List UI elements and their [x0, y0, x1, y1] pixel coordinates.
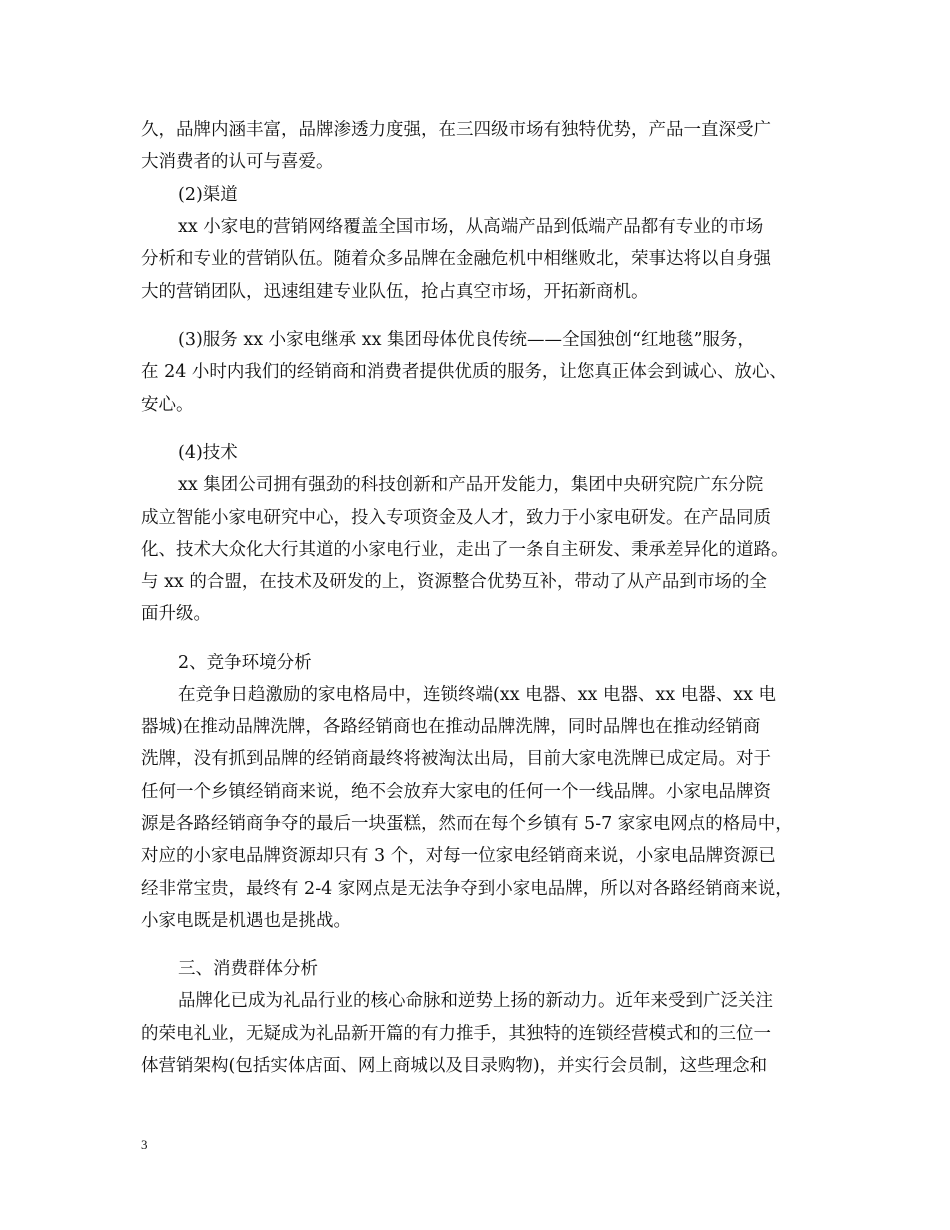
text-line-content: 化、技术大众化大行其道的小家电行业，走出了一条自主研发、秉承差异化的道路。	[141, 540, 789, 560]
text-line-content: 源是各路经销商争夺的最后一块蛋糕，然而在每个乡镇有 5-7 家家电网点的格局中，	[141, 814, 793, 834]
text-line-content: 小家电既是机遇也是挑战。	[141, 911, 351, 931]
text-line	[0, 356, 950, 388]
text-line	[0, 502, 950, 534]
section-heading	[0, 647, 950, 679]
section-heading	[0, 179, 950, 211]
text-line-content: 在 24 小时内我们的经销商和消费者提供优质的服务，让您真正体会到诚心、放心、	[141, 362, 787, 382]
text-line-content: 分析和专业的营销队伍。随着众多品牌在金融危机中相继败北，荣事达将以自身强	[141, 249, 771, 269]
text-line-content: 久，品牌内涵丰富，品牌渗透力度强，在三四级市场有独特优势，产品一直深受广	[141, 120, 771, 140]
text-line	[0, 146, 950, 178]
text-line-content: (3)服务 xx 小家电继承 xx 集团母体优良传统——全国独创“红地毯”服务，	[178, 330, 755, 350]
text-line	[0, 711, 950, 743]
section-heading-text: (2)渠道	[178, 185, 238, 205]
text-line-content: 对应的小家电品牌资源却只有 3 个，对每一位家电经销商来说，小家电品牌资源已	[141, 846, 776, 866]
text-line	[0, 324, 950, 356]
text-line-content: 大消费者的认可与喜爱。	[141, 152, 334, 172]
section-heading	[0, 953, 950, 985]
text-line	[0, 808, 950, 840]
text-line	[0, 840, 950, 872]
text-line-content: 大的营销团队，迅速组建专业队伍，抢占真空市场，开拓新商机。	[141, 282, 649, 302]
text-line-content: 器城)在推动品牌洗牌，各路经销商也在推动品牌洗牌，同时品牌也在推动经销商	[141, 717, 761, 737]
text-line	[0, 1050, 950, 1082]
text-line	[0, 679, 950, 711]
text-line	[0, 776, 950, 808]
section-heading-text: (4)技术	[178, 443, 238, 463]
page-number: 3	[141, 1137, 148, 1152]
text-line	[0, 534, 950, 566]
text-line-content: 面升级。	[141, 604, 211, 624]
text-line-content: 品牌化已成为礼品行业的核心命脉和逆势上扬的新动力。近年来受到广泛关注	[178, 991, 773, 1011]
section-heading-text: 2、竞争环境分析	[178, 653, 312, 673]
text-line	[0, 566, 950, 598]
text-line-content: 洗牌，没有抓到品牌的经销商最终将被淘汰出局，目前大家电洗牌已成定局。对于	[141, 749, 771, 769]
text-line	[0, 905, 950, 937]
text-line	[0, 743, 950, 775]
text-line-content: 在竞争日趋激励的家电格局中，连锁终端(xx 电器、xx 电器、xx 电器、xx 电	[178, 685, 777, 705]
text-line-content: xx 小家电的营销网络覆盖全国市场，从高端产品到低端产品都有专业的市场	[178, 217, 764, 237]
text-line-content: 的荣电礼业，无疑成为礼品新开篇的有力推手，其独特的连锁经营模式和的三位一	[141, 1024, 771, 1044]
text-line-content: 经非常宝贵，最终有 2-4 家网点是无法争夺到小家电品牌，所以对各路经销商来说，	[141, 879, 793, 899]
text-line	[0, 598, 950, 630]
text-line-content: 安心。	[141, 395, 194, 415]
text-line	[0, 389, 950, 421]
text-line-content: 任何一个乡镇经销商来说，绝不会放弃大家电的任何一个一线品牌。小家电品牌资	[141, 782, 771, 802]
text-line	[0, 243, 950, 275]
text-line	[0, 114, 950, 146]
text-line-content: 成立智能小家电研究中心，投入专项资金及人才，致力于小家电研发。在产品同质	[141, 508, 771, 528]
text-line	[0, 1018, 950, 1050]
section-heading	[0, 437, 950, 469]
text-line	[0, 211, 950, 243]
text-line-content: 与 xx 的合盟，在技术及研发的上，资源整合优势互补，带动了从产品到市场的全	[141, 572, 767, 592]
text-line	[0, 985, 950, 1017]
text-line	[0, 469, 950, 501]
text-line	[0, 276, 950, 308]
section-heading-text: 三、消费群体分析	[178, 959, 318, 979]
text-line	[0, 873, 950, 905]
text-line-content: xx 集团公司拥有强劲的科技创新和产品开发能力，集团中央研究院广东分院	[178, 475, 764, 495]
text-line-content: 体营销架构(包括实体店面、网上商城以及目录购物)，并实行会员制，这些理念和	[141, 1056, 768, 1076]
